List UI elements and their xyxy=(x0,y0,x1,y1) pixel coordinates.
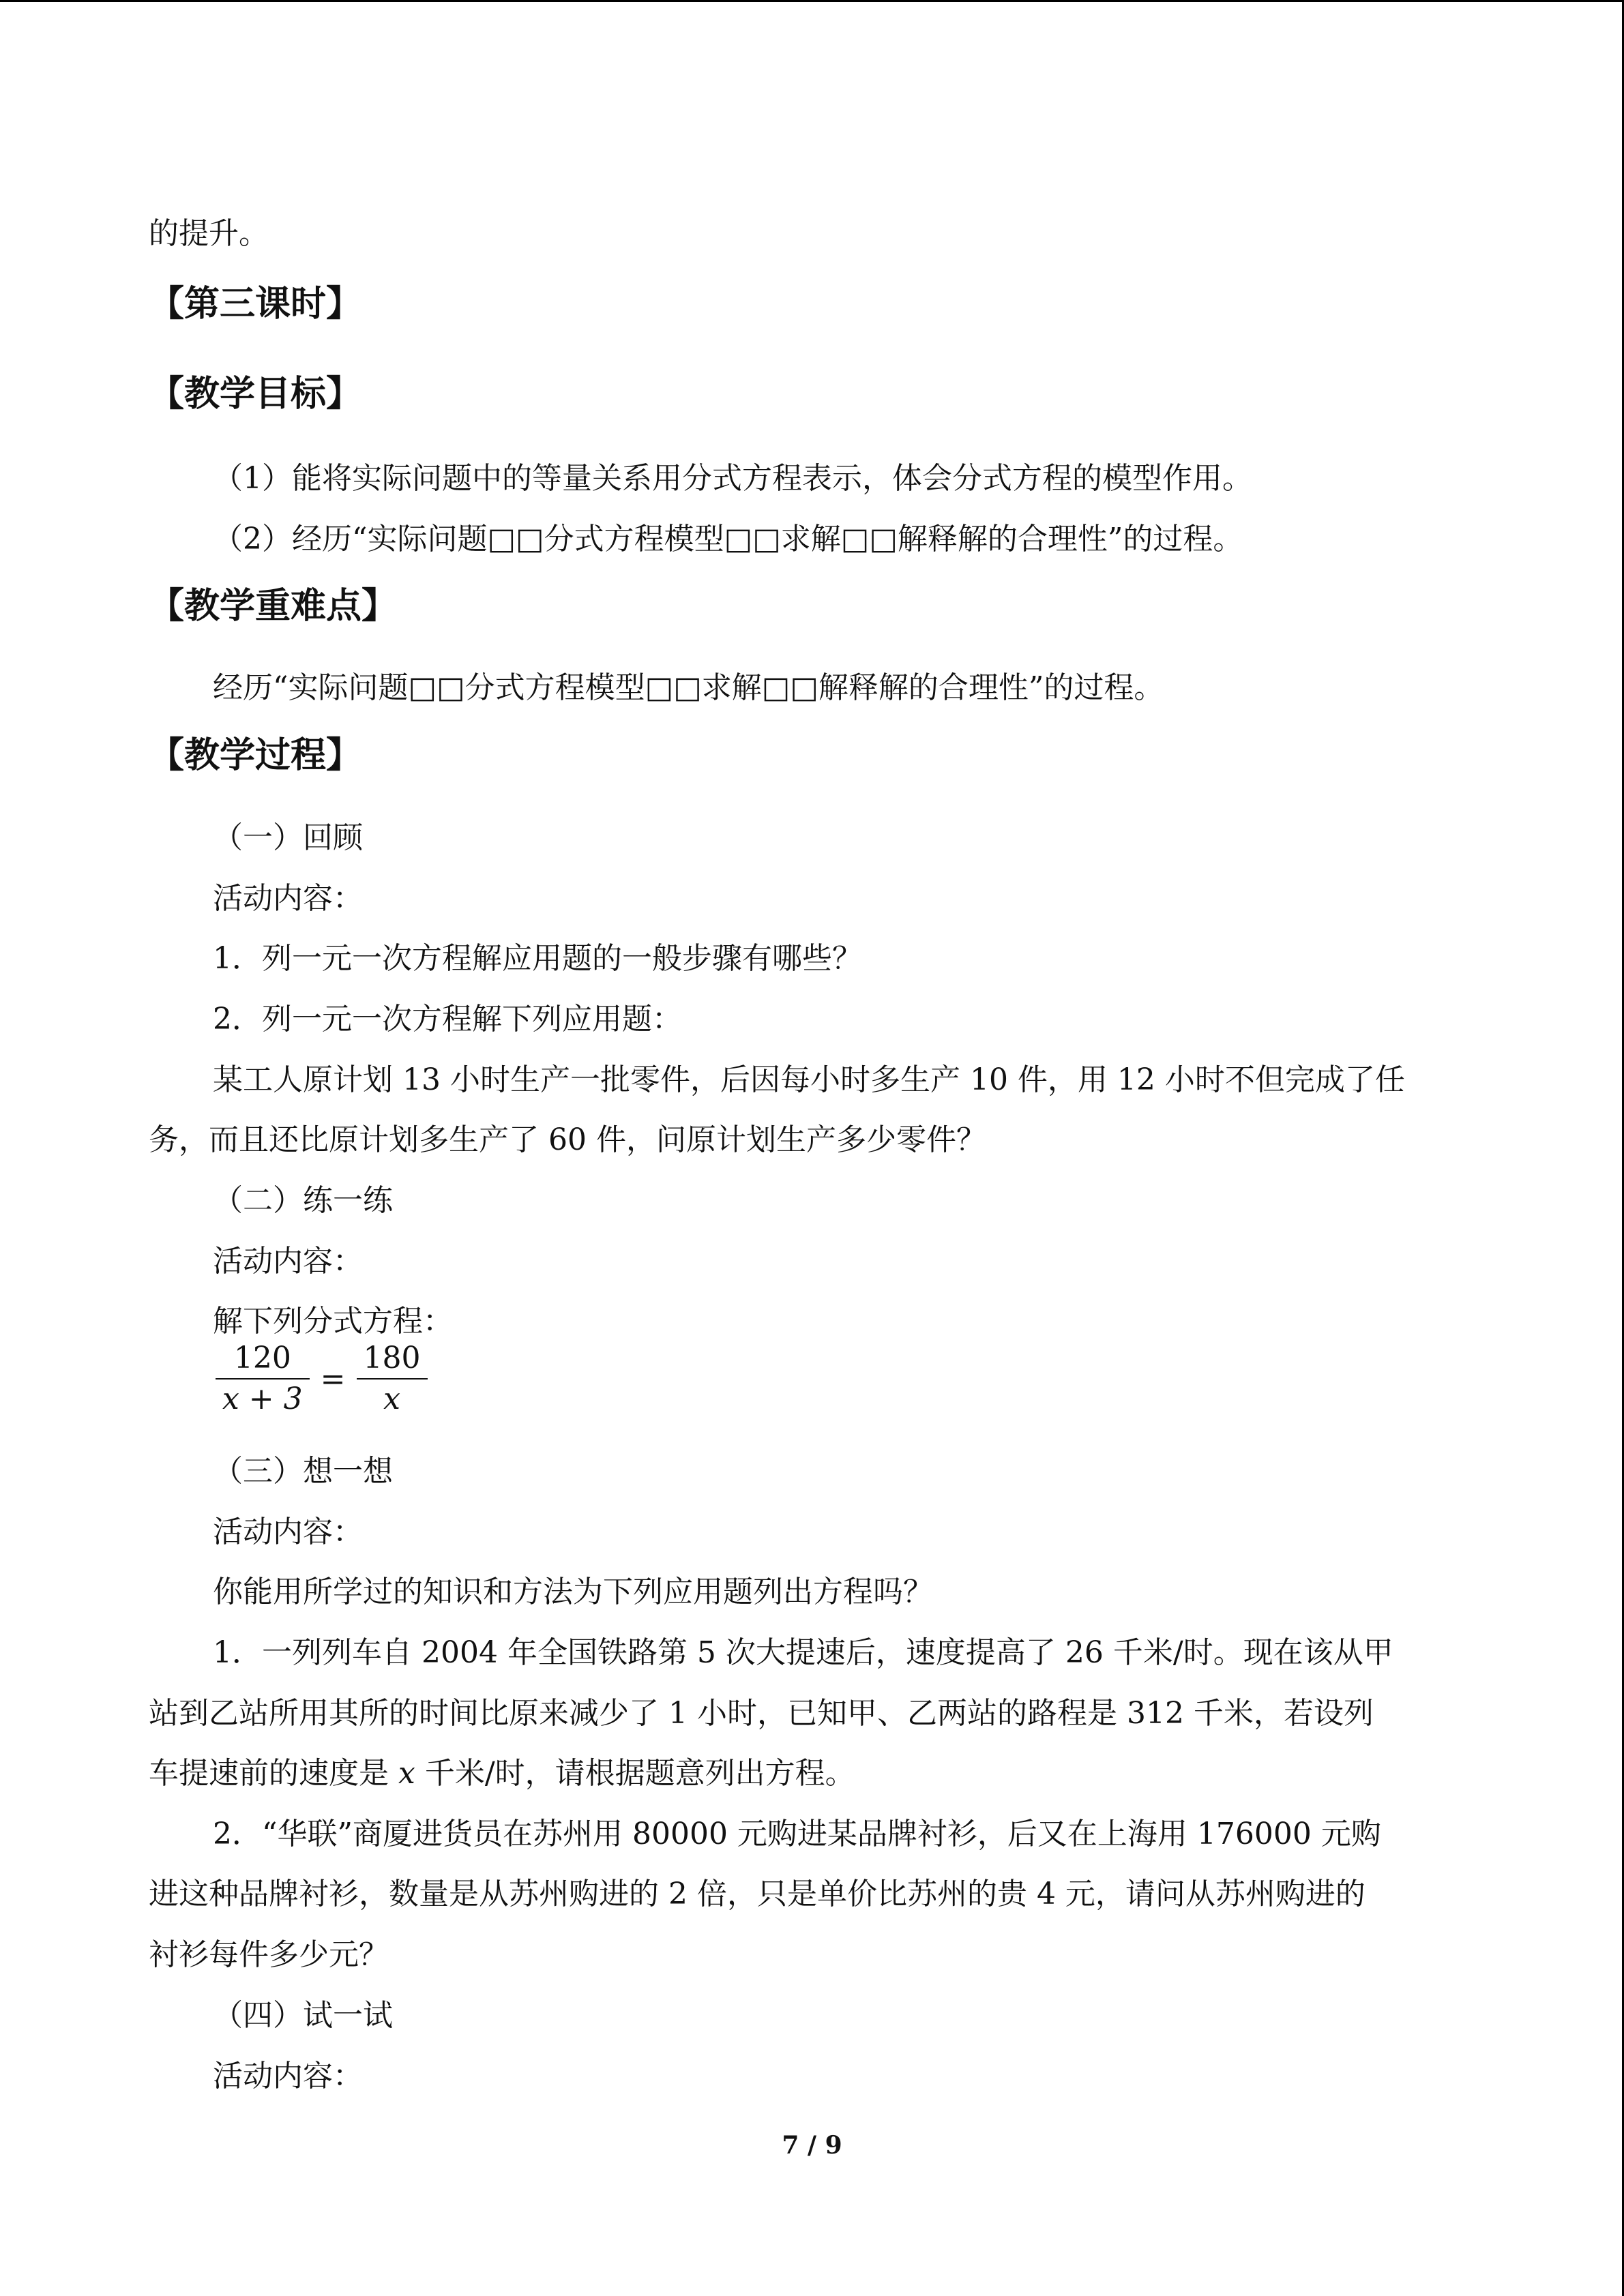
train-problem-line-1: 1．一列列车自 2004 年全国铁路第 5 次大提速后，速度提高了 26 千米/时。现在该从甲 xyxy=(213,1635,1393,1670)
section-try: （四）试一试 xyxy=(213,1998,393,2033)
think-intro: 你能用所学过的知识和方法为下列应用题列出方程吗？ xyxy=(213,1575,933,1609)
heading-process: 【教学过程】 xyxy=(149,735,362,776)
shirt-problem-line-3: 衬衫每件多少元？ xyxy=(149,1937,389,1972)
train-problem-line-2: 站到乙站所用其所的时间比原来减少了 1 小时，已知甲、乙两站的路程是 312 千米，若设列 xyxy=(149,1696,1374,1731)
section-review: （一）回顾 xyxy=(213,820,363,855)
equals-sign: = xyxy=(320,1361,346,1397)
heading-key-points: 【教学重难点】 xyxy=(149,586,398,627)
right-denominator: x xyxy=(383,1382,400,1416)
text-span: 千米/时，请根据题意列出方程。 xyxy=(424,1756,855,1791)
question-1: 1．列一元一次方程解应用题的一般步骤有哪些？ xyxy=(213,941,862,976)
activity-label: 活动内容： xyxy=(213,881,363,916)
problem-line-1: 某工人原计划 13 小时生产一批零件，后因每小时多生产 10 件，用 12 小时不但完成了任 xyxy=(213,1062,1405,1097)
problem-line-2: 务，而且还比原计划多生产了 60 件，问原计划生产多少零件？ xyxy=(149,1122,986,1157)
goal-2: （2）经历“实际问题□□分式方程模型□□求解□□解释解的合理性”的过程。 xyxy=(213,522,1243,556)
section-practice: （二）练一练 xyxy=(213,1183,393,1218)
left-denominator: x + 3 xyxy=(222,1382,303,1416)
fraction-equation xyxy=(211,1339,432,1419)
heading-lesson3: 【第三课时】 xyxy=(149,284,362,325)
question-2: 2．列一元一次方程解下列应用题： xyxy=(213,1002,682,1037)
text-line: 的提升。 xyxy=(149,216,269,251)
left-fraction xyxy=(216,1339,310,1419)
key-point-1: 经历“实际问题□□分式方程模型□□求解□□解释解的合理性”的过程。 xyxy=(213,670,1164,705)
heading-goals: 【教学目标】 xyxy=(149,374,362,415)
activity-label: 活动内容： xyxy=(213,1244,363,1279)
activity-label: 活动内容： xyxy=(213,1515,363,1549)
exercise-intro: 解下列分式方程： xyxy=(213,1304,453,1339)
activity-label: 活动内容： xyxy=(213,2059,363,2093)
goal-1: （1）能将实际问题中的等量关系用分式方程表示，体会分式方程的模型作用。 xyxy=(213,461,1252,496)
shirt-problem-line-1: 2．“华联”商厦进货员在苏州用 80000 元购进某品牌衬衫，后又在上海用 176000 元购 xyxy=(213,1817,1381,1851)
section-think: （三）想一想 xyxy=(213,1454,393,1489)
variable-x: x xyxy=(398,1756,415,1791)
left-numerator: 120 xyxy=(233,1341,291,1375)
train-problem-line-3 xyxy=(149,1753,855,1794)
right-fraction xyxy=(357,1339,428,1419)
page-number: 7 / 9 xyxy=(782,2131,842,2160)
right-numerator: 180 xyxy=(363,1341,421,1375)
text-span: 车提速前的速度是 xyxy=(149,1756,389,1791)
shirt-problem-line-2: 进这种品牌衬衫，数量是从苏州购进的 2 倍，只是单价比苏州的贵 4 元，请问从苏州购进的 xyxy=(149,1877,1365,1911)
